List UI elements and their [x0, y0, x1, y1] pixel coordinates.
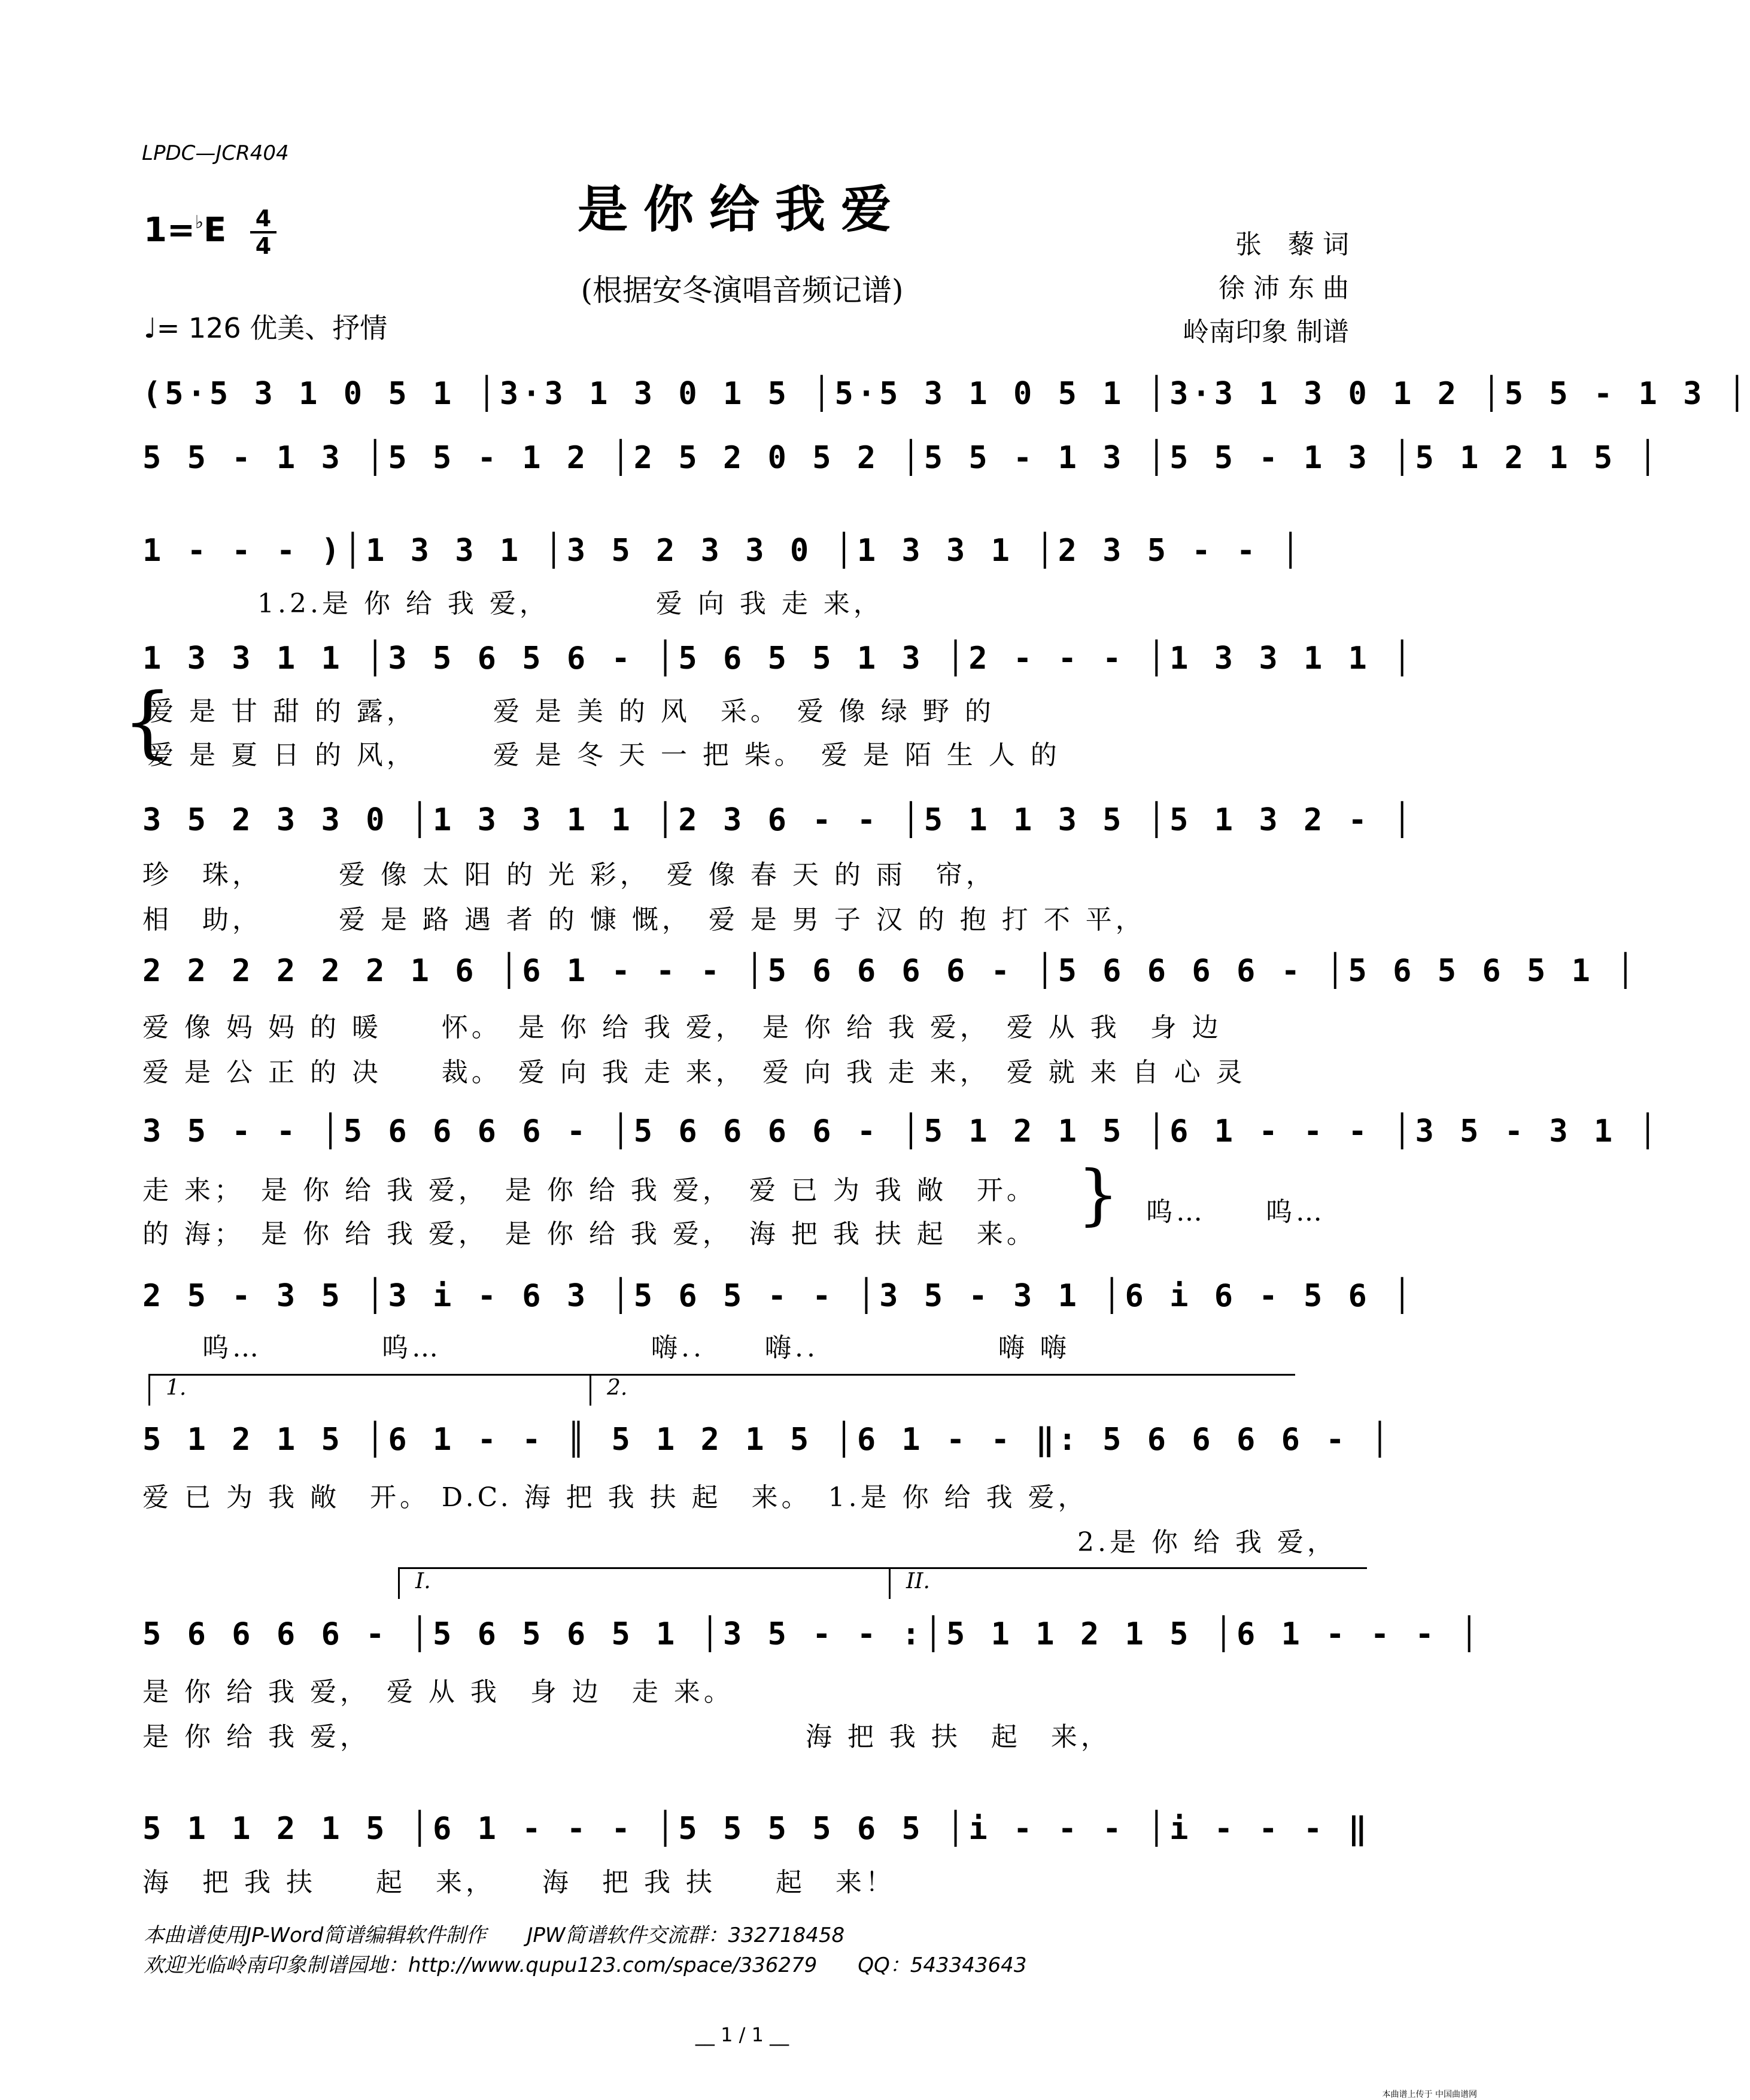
subtitle: (根据安冬演唱音频记谱) — [581, 273, 904, 308]
lyrics-row-7-hum: 呜… 呜… — [1146, 1197, 1326, 1227]
lyrics-row-3: 1.2.是 你 给 我 爱， 爱 向 我 走 来， — [257, 588, 883, 619]
lyrics-row-6-verse-2: 爱 是 公 正 的 决 裁。 爱 向 我 走 来， 爱 向 我 走 来， 爱 就 来 自 心 灵 — [142, 1057, 1246, 1088]
key-letter: E — [203, 211, 227, 250]
score-row-3: 1 - - - )│1 3 3 1 │3 5 2 3 3 0 │1 3 3 1 │2 3 5 - - │ — [142, 533, 1304, 569]
score-row-6: 2 2 2 2 2 2 1 6 │6 1 - - - │5 6 6 6 6 - │5 6 6 6 6 - │5 6 5 6 5 1 │ — [142, 953, 1639, 989]
flat-sign: ♭ — [195, 212, 204, 233]
volta-first-ending: 1. — [148, 1374, 597, 1406]
upload-source-note: 本曲谱上传于 中国曲谱网 — [1382, 2090, 1477, 2099]
score-row-7: 3 5 - - │5 6 6 6 6 - │5 6 6 6 6 - │5 1 2 1 5 │6 1 - - - │3 5 - 3 1 │ — [142, 1113, 1661, 1149]
lyrics-row-9-verse-1: 爱 已 为 我 敞 开。 D.C. 海 把 我 扶 起 来。 1.是 你 给 我 爱， — [142, 1482, 1088, 1513]
lyrics-row-4-verse-2: 爱 是 夏 日 的 风， 爱 是 冬 天 一 把 柴。 爱 是 陌 生 人 的 — [147, 740, 1061, 770]
score-row-5: 3 5 2 3 3 0 │1 3 3 1 1 │2 3 6 - - │5 1 1 3 5 │5 1 3 2 - │ — [142, 802, 1415, 838]
lyrics-row-8: 呜… 呜… 嗨.. 嗨.. 嗨 嗨 — [142, 1333, 1070, 1363]
arranger-credit: 岭南印象 制谱 — [1183, 317, 1349, 347]
score-code: LPDC—JCR404 — [142, 141, 289, 165]
time-signature-bottom: 4 — [250, 231, 277, 259]
lyrics-row-10-verse-2: 是 你 给 我 爱， 海 把 我 扶 起 来， — [142, 1722, 1111, 1752]
tempo-marking: ♩= 126 优美、抒情 — [144, 312, 388, 344]
lyrics-row-10-verse-1: 是 你 给 我 爱， 爱 从 我 身 边 走 来。 — [142, 1677, 734, 1707]
verse-brace: { — [123, 676, 172, 767]
lyrics-row-4-verse-1: 爱 是 甘 甜 的 露， 爱 是 美 的 风 采。 爱 像 绿 野 的 — [147, 696, 995, 727]
score-row-4: 1 3 3 1 1 │3 5 6 5 6 - │5 6 5 5 1 3 │2 - - - │1 3 3 1 1 │ — [142, 641, 1415, 676]
lyrics-row-5-verse-2: 相 助， 爱 是 路 遇 者 的 慷 慨， 爱 是 男 子 汉 的 抱 打 不 平， — [142, 905, 1146, 935]
song-title: 是你给我爱 — [577, 180, 907, 239]
key-prefix: 1= — [144, 211, 195, 250]
volta-ending-ii: II. — [889, 1567, 1367, 1599]
time-signature-top: 4 — [255, 205, 272, 232]
volta-ending-i: I. — [398, 1567, 894, 1599]
footer-website-note: 欢迎光临岭南印象制谱园地：http://www.qupu123.com/space/336279 QQ：543343643 — [144, 1953, 1027, 1977]
hum-brace: } — [1077, 1156, 1119, 1233]
score-row-9: 5 1 2 1 5 │6 1 - - ║ 5 1 2 1 5 │6 1 - - ‖: 5 6 6 6 6 - │ — [142, 1422, 1393, 1458]
volta-second-ending: 2. — [590, 1374, 1295, 1406]
lyrics-row-11: 海 把 我 扶 起 来， 海 把 我 扶 起 来！ — [142, 1867, 895, 1898]
lyrics-row-9-verse-2: 2.是 你 给 我 爱， — [1077, 1527, 1337, 1558]
lyricist-credit: 张 藜 词 — [1235, 229, 1349, 260]
footer-software-note: 本曲谱使用JP-Word简谱编辑软件制作 JPW简谱软件交流群：332718458 — [144, 1923, 845, 1947]
lyrics-row-7-verse-1: 走 来； 是 你 给 我 爱， 是 你 给 我 爱， 爱 已 为 我 敞 开。 — [142, 1175, 1037, 1206]
lyrics-row-7-verse-2: 的 海； 是 你 给 我 爱， 是 你 给 我 爱， 海 把 我 扶 起 来。 — [142, 1219, 1037, 1249]
page-number: __ 1 / 1 __ — [695, 2023, 789, 2046]
score-row-8: 2 5 - 3 5 │3 i - 6 3 │5 6 5 - - │3 5 - 3 1 │6 i 6 - 5 6 │ — [142, 1278, 1415, 1314]
score-row-11: 5 1 1 2 1 5 │6 1 - - - │5 5 5 5 6 5 │i - - - │i - - - ‖ — [142, 1811, 1371, 1847]
time-signature — [250, 206, 277, 259]
score-row-2: 5 5 - 1 3 │5 5 - 1 2 │2 5 2 0 5 2 │5 5 - 1 3 │5 5 - 1 3 │5 1 2 1 5 │ — [142, 440, 1661, 476]
lyrics-row-6-verse-1: 爱 像 妈 妈 的 暖 怀。 是 你 给 我 爱， 是 你 给 我 爱， 爱 从 我 身 边 — [142, 1012, 1222, 1043]
score-row-10: 5 6 6 6 6 - │5 6 5 6 5 1 │3 5 - - :│5 1 1 2 1 5 │6 1 - - - │ — [142, 1616, 1482, 1652]
lyrics-row-5-verse-1: 珍 珠， 爱 像 太 阳 的 光 彩， 爱 像 春 天 的 雨 帘， — [142, 860, 996, 890]
score-row-1: (5·5 3 1 0 5 1 │3·3 1 3 0 1 5 │5·5 3 1 0 5 1 │3·3 1 3 0 1 2 │5 5 - 1 3 │ — [142, 376, 1750, 412]
key-signature — [144, 211, 226, 250]
composer-credit: 徐 沛 东 曲 — [1219, 273, 1349, 304]
